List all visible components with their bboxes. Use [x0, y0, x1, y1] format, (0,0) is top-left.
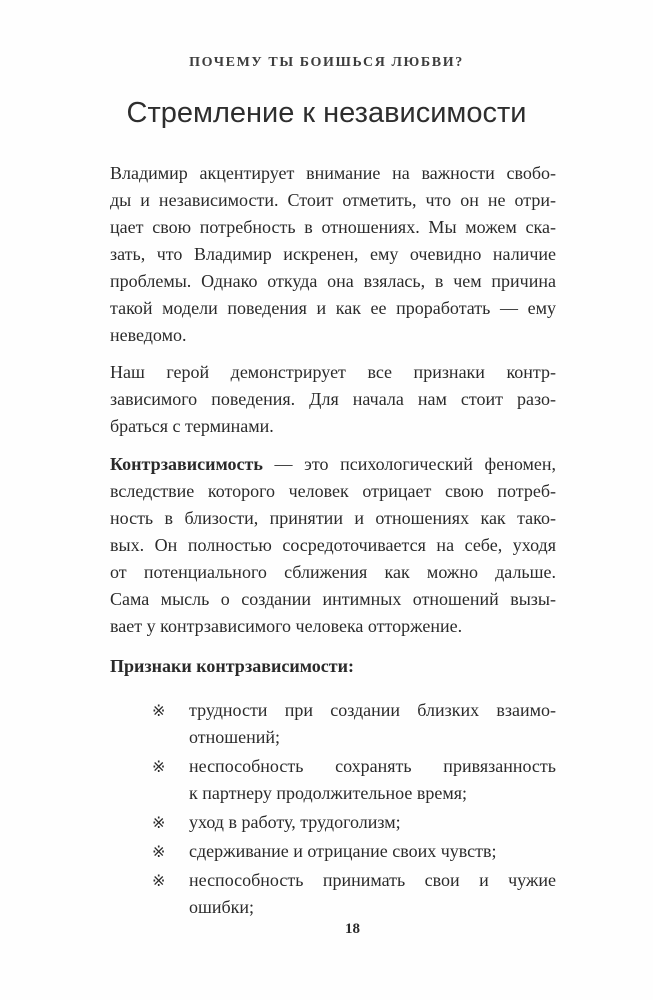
running-head: ПОЧЕМУ ТЫ БОИШЬСЯ ЛЮБВИ? — [189, 55, 464, 70]
text-line: уход в работу, трудоголизм; — [189, 812, 401, 832]
paragraph-2 — [110, 359, 556, 440]
bullet-marker-icon: ※ — [152, 873, 166, 890]
bullet-item — [110, 838, 556, 865]
text-line: сдерживание и отрицание своих чувств; — [189, 841, 497, 861]
text-line: такой модели поведения и как ее проработать — ему — [110, 298, 556, 318]
text-line: вследствие которого человек отрицает свою потреб- — [110, 481, 556, 501]
bullet-marker-icon: ※ — [152, 703, 166, 720]
text-line: вых. Он полностью сосредоточивается на себе, уходя — [110, 535, 556, 555]
text-line: зать, что Владимир искренен, ему очевидно наличие — [110, 244, 556, 264]
text-line: цает свою потребность в отношениях. Мы можем ска- — [110, 217, 556, 237]
text-line: от потенциального сближения как можно дальше. — [110, 562, 556, 582]
signs-heading: Признаки контрзависимости: — [110, 656, 354, 676]
text-line: зависимого поведения. Для начала нам стоит разо- — [110, 389, 556, 409]
text-line: — это психологический феномен, — [262, 454, 556, 474]
bullet-marker-icon: ※ — [152, 844, 166, 861]
text-line: отношений; — [189, 727, 281, 747]
text-line: Сама мысль о создании интимных отношений вызы- — [110, 589, 556, 609]
text-line: Наш герой демонстрирует все признаки контр- — [110, 362, 556, 382]
text-line: браться с терминами. — [110, 416, 274, 436]
bold-term: Контрзависимость — [110, 454, 263, 474]
text-line: неспособность принимать свои и чужие — [189, 870, 556, 890]
text-line — [110, 451, 556, 478]
text-line: проблемы. Однако откуда она взялась, в чем причина — [110, 271, 556, 291]
bullet-marker-icon: ※ — [152, 815, 166, 832]
bullet-marker-icon: ※ — [152, 759, 166, 776]
bullet-item — [110, 697, 556, 751]
bullet-item — [110, 867, 556, 921]
page-title: Стремление к независимости — [126, 97, 527, 129]
text-line: неспособность сохранять привязанность — [189, 756, 556, 776]
bullet-item — [110, 753, 556, 807]
paragraph-3 — [110, 451, 556, 640]
bullet-item — [110, 809, 556, 836]
text-body — [110, 160, 556, 923]
text-line: трудности при создании близких взаимо- — [189, 700, 556, 720]
text-line: к партнеру продолжительное время; — [189, 783, 468, 803]
paragraph-1 — [110, 160, 556, 349]
bullet-list — [110, 697, 556, 921]
text-line: ошибки; — [189, 897, 255, 917]
text-line: неведомо. — [110, 325, 187, 345]
text-line: ность в близости, принятии и отношениях как тако- — [110, 508, 556, 528]
text-line: Владимир акцентирует внимание на важности свобо- — [110, 163, 556, 183]
text-line: вает у контрзависимого человека отторжение. — [110, 616, 463, 636]
page-number: 18 — [345, 921, 360, 937]
text-line: ды и независимости. Стоит отметить, что он не отри- — [110, 190, 556, 210]
